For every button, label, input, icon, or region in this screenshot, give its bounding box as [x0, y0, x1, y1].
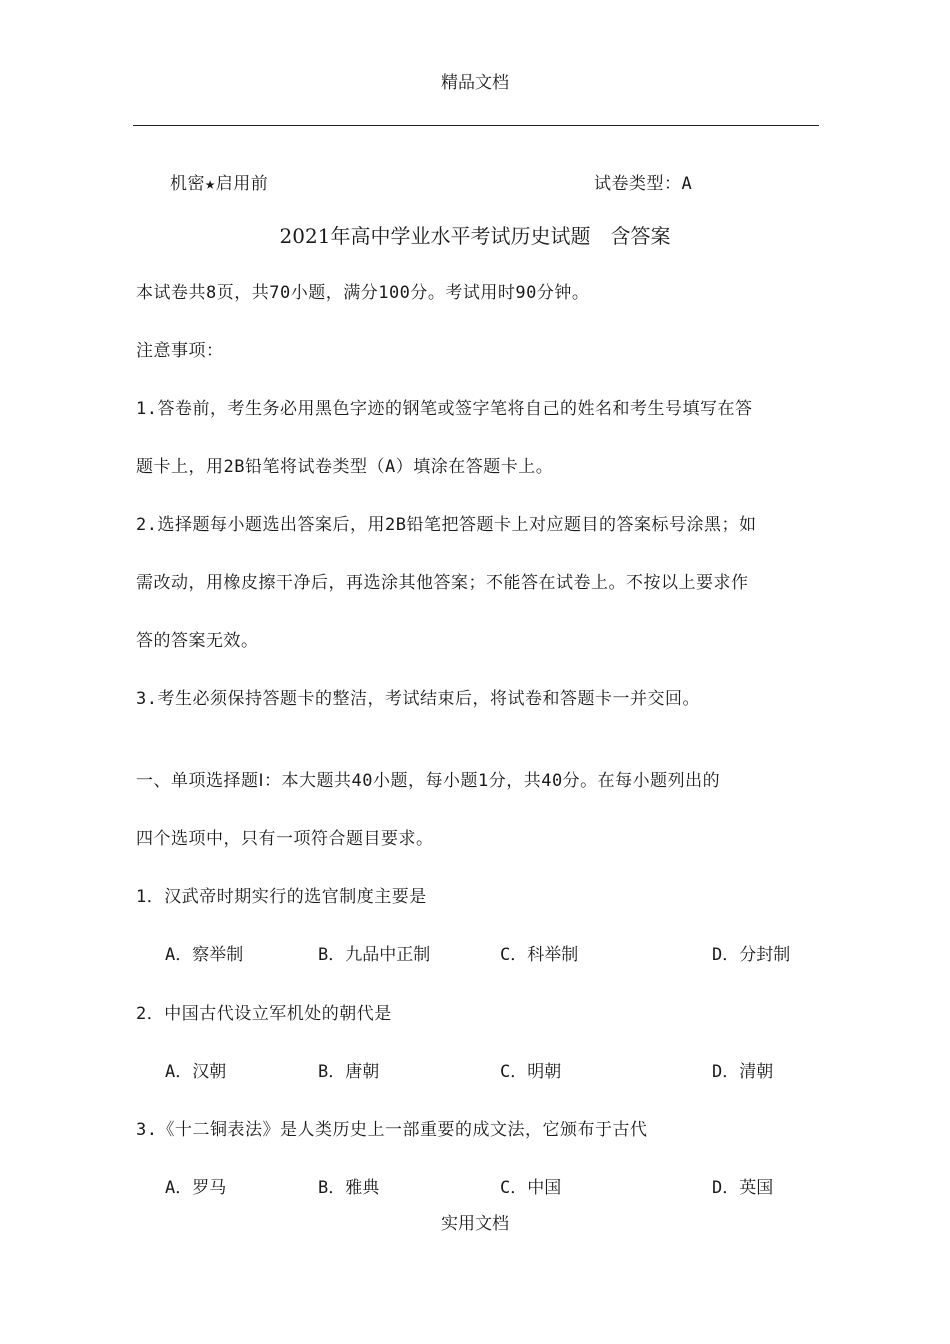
question-1-option-a: A．察举制 [165, 945, 244, 965]
question-1-option-b: B．九品中正制 [318, 945, 431, 965]
notice-item-2-line-2: 需改动，用橡皮擦干净后，再选涂其他答案；不能答在试卷上。不按以上要求作 [136, 573, 749, 593]
paper-type-label: 试卷类型：A [594, 174, 693, 194]
notice-item-3: 3.考生必须保持答题卡的整洁，考试结束后，将试卷和答题卡一并交回。 [136, 689, 700, 709]
notice-item-1-line-2: 题卡上，用2B铅笔将试卷类型（A）填涂在答题卡上。 [136, 457, 554, 477]
question-3-option-c: C．中国 [500, 1178, 562, 1198]
notice-heading: 注意事项： [136, 341, 224, 361]
page-header: 精品文档 [441, 73, 509, 93]
question-1-stem: 1．汉武帝时期实行的选官制度主要是 [136, 887, 427, 907]
question-2-option-a: A．汉朝 [165, 1062, 227, 1082]
question-3-option-d: D．英国 [712, 1178, 774, 1198]
section-1-line-2: 四个选项中，只有一项符合题目要求。 [136, 829, 434, 849]
question-2-option-c: C．明朝 [500, 1062, 562, 1082]
question-1-option-c: C．科举制 [500, 945, 579, 965]
question-3-stem: 3.《十二铜表法》是人类历史上一部重要的成文法，它颁布于古代 [136, 1120, 648, 1140]
page-footer: 实用文档 [441, 1214, 509, 1234]
section-1-line-1: 一、单项选择题Ⅰ：本大题共40小题，每小题1分，共40分。在每小题列出的 [136, 771, 721, 791]
notice-item-1-line-1: 1.答卷前，考生务必用黑色字迹的钢笔或签字笔将自己的姓名和考生号填写在答 [136, 399, 753, 419]
question-3-option-a: A．罗马 [165, 1178, 227, 1198]
intro-text: 本试卷共8页，共70小题，满分100分。考试用时90分钟。 [136, 283, 590, 303]
question-2-stem: 2．中国古代设立军机处的朝代是 [136, 1004, 392, 1024]
question-2-option-d: D．清朝 [712, 1062, 774, 1082]
question-3-option-b: B．雅典 [318, 1178, 380, 1198]
notice-item-2-line-3: 答的答案无效。 [136, 631, 259, 651]
question-2-option-b: B．唐朝 [318, 1062, 380, 1082]
confidential-label: 机密★启用前 [170, 174, 269, 194]
header-rule [133, 125, 819, 126]
page-title: 2021年高中学业水平考试历史试题 含答案 [279, 224, 671, 248]
question-1-option-d: D．分封制 [712, 945, 791, 965]
notice-item-2-line-1: 2.选择题每小题选出答案后，用2B铅笔把答题卡上对应题目的答案标号涂黑；如 [136, 515, 757, 535]
